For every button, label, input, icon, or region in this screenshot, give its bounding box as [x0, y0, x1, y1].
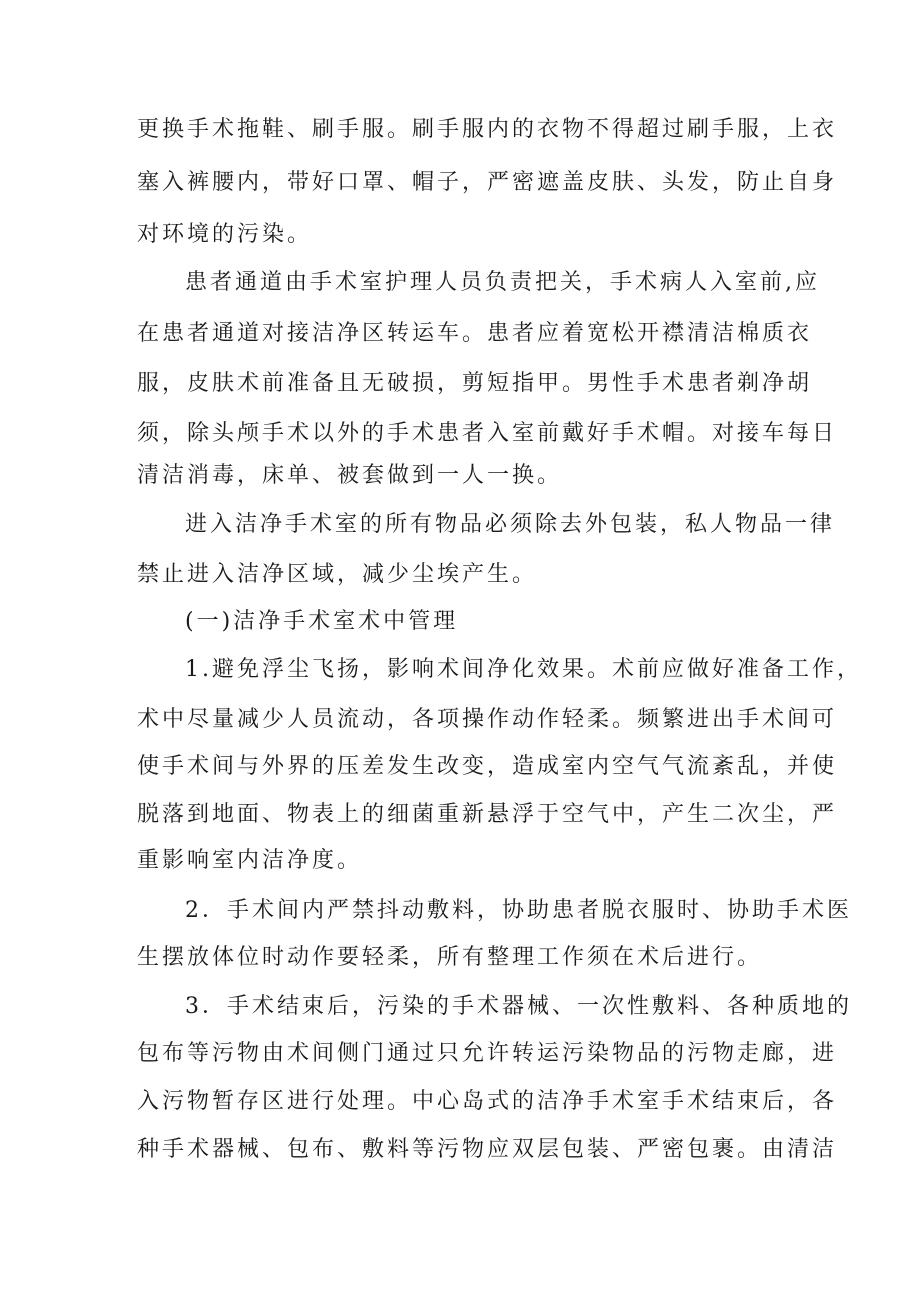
text-line: 对环境的污染。	[137, 222, 313, 247]
paragraph-start-line: 进入洁净手术室的所有物品必须除去外包装，私人物品一律	[185, 512, 836, 537]
text-line: 生摆放体位时动作要轻柔，所有整理工作须在术后进行。	[137, 945, 763, 970]
text-line: 术中尽量减少人员流动，各项操作动作轻柔。频繁进出手术间可	[137, 707, 838, 732]
text-line: 塞入裤腰内，带好口罩、帽子，严密遮盖皮肤、头发，防止自身	[137, 170, 838, 195]
section-heading: (一)洁净手术室术中管理	[185, 609, 459, 634]
text-line: 禁止进入洁净区域，减少尘埃产生。	[137, 562, 538, 587]
text-line: 种手术器械、包布、敷料等污物应双层包装、严密包裹。由清洁	[137, 1137, 838, 1162]
text-line: 入污物暂存区进行处理。中心岛式的洁净手术室手术结束后，各	[137, 1089, 838, 1114]
paragraph-start-line: 1.避免浮尘飞扬，影响术间净化效果。术前应做好准备工作，	[185, 657, 862, 682]
text-line: 脱落到地面、物表上的细菌重新悬浮于空气中，产生二次尘，严	[137, 802, 838, 827]
text-line: 在患者通道对接洁净区转运车。患者应着宽松开襟清洁棉质衣	[137, 321, 813, 346]
text-line: 服，皮肤术前准备且无破损，剪短指甲。男性手术患者剃净胡	[137, 371, 813, 396]
text-line: 使手术间与外界的压差发生改变，造成室内空气气流紊乱，并使	[137, 754, 838, 779]
paragraph-start-line: 3．手术结束后，污染的手术器械、一次性敷料、各种质地的	[185, 994, 852, 1019]
text-line: 更换手术拖鞋、刷手服。刷手服内的衣物不得超过刷手服，上衣	[137, 117, 838, 142]
text-line: 包布等污物由术间侧门通过只允许转运污染物品的污物走廊，进	[137, 1041, 838, 1066]
text-line: 须，除头颅手术以外的手术患者入室前戴好手术帽。对接车每日	[137, 421, 838, 446]
paragraph-start-line: 2．手术间内严禁抖动敷料，协助患者脱衣服时、协助手术医	[185, 898, 852, 923]
text-line: 清洁消毒，床单、被套做到一人一换。	[137, 463, 563, 488]
paragraph-start-line: 患者通道由手术室护理人员负责把关，手术病人入室前,应	[185, 270, 820, 295]
text-line: 重影响室内洁净度。	[137, 848, 363, 873]
